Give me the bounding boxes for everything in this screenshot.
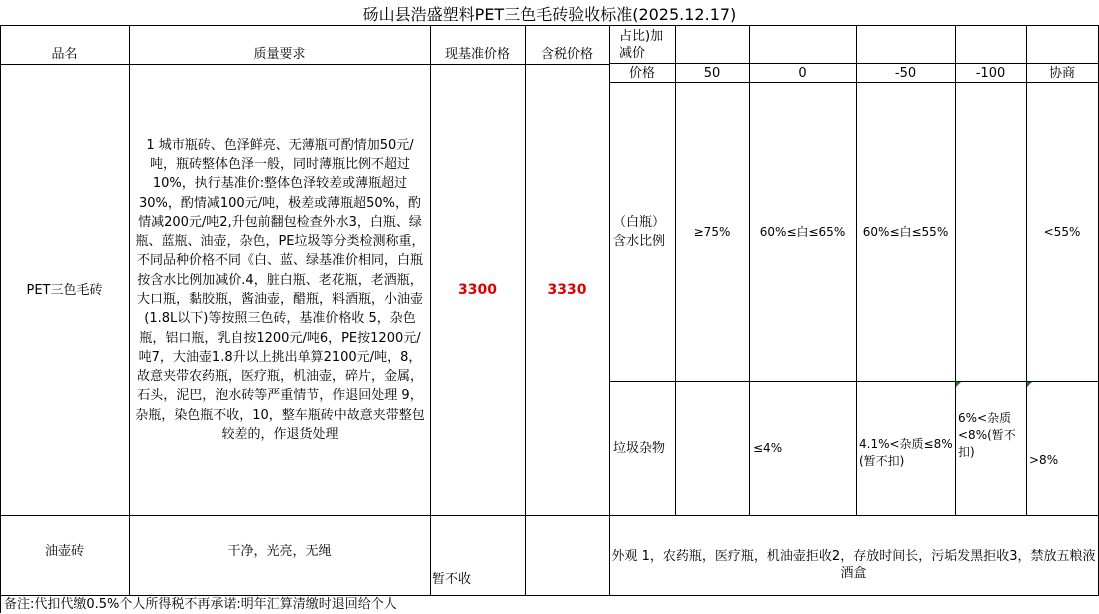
criteria-value: 6%<杂质<8%(暂不扣) [958, 410, 1016, 459]
criteria-value: 60%≤白≤55% [862, 224, 949, 239]
price-level: 50 [703, 65, 721, 81]
current-base-price: 暂不收 [432, 571, 472, 587]
criteria-value [675, 382, 749, 515]
header-price: 价格 [628, 65, 655, 81]
criteria-value: >8% [1029, 453, 1059, 467]
quality-requirements: 干净，光亮，无绳 [227, 543, 332, 559]
header-quality: 质量要求 [253, 46, 306, 62]
header-tax-price: 含税价格 [540, 46, 593, 62]
tax-included-price: 3330 [547, 281, 587, 298]
criteria-value [955, 83, 1026, 381]
grid-line [0, 25, 1099, 26]
sheet-title: 砀山县浩盛塑料PET三色毛砖验收标准(2025.12.17) [362, 4, 737, 24]
criteria-value: 4.1%<杂质≤8%(暂不扣) [859, 436, 953, 468]
product-name: PET三色毛砖 [26, 282, 103, 298]
price-level: -100 [975, 65, 1006, 81]
price-level: 协商 [1048, 65, 1075, 81]
product-name: 油壶砖 [44, 543, 84, 559]
criteria-label-water: （白瓶）含水比例 [613, 215, 666, 249]
price-level: -50 [894, 65, 917, 81]
criteria-value: ≥75% [693, 224, 731, 239]
footer-note: 备注:代扣代缴0.5%个人所得税不再承诺:明年汇算清缴时退回给个人 [4, 597, 397, 612]
criteria-value: <55% [1043, 224, 1081, 239]
appearance-requirements: 外观 1，农药瓶，医疗瓶，机油壶拒收2，存放时间长，污垢发黑拒收3，禁放五粮液酒盒 [611, 549, 1096, 581]
grid-line [129, 25, 130, 595]
current-base-price: 3300 [458, 281, 497, 298]
comment-marker [956, 382, 961, 387]
price-level: 0 [798, 65, 807, 81]
header-name: 品名 [51, 46, 78, 62]
quality-requirements: 1 城市瓶砖、色泽鲜亮、无薄瓶可酌情加50元/吨，瓶砖整体色泽一般，同时薄瓶比例不超过10%，执行基准价:整体色泽较差或薄瓶超过30%，酌情减100元/吨，极差或薄瓶超50%，酌情减200元/吨2,升包前翻包检查外水3，白瓶、绿瓶、蓝瓶、油壶，杂色，PE垃圾等分类检测称重，不同品种价格不同《白、蓝、绿基准价相同，白瓶按含水比例加减价.4，脏白瓶、老花瓶，老酒瓶，大口瓶，黏胶瓶，酱油壶，醋瓶，料酒瓶，小油壶(1.8L以下)等按照三色砖，基准价格收 5，杂色瓶，铝口瓶，乳自按1200元/吨6，PE按1200元/吨7，大油壶1.8升以上挑出单算2100元/吨，8，故意夹带农药瓶，医疗瓶，机油壶，碎片，金属，石头，泥巴，泡水砖等严重情节，作退回处理 9，杂瓶，染色瓶不收，10，整车瓶砖中故意夹带整包较差的，作退货处理 [135, 137, 425, 443]
criteria-value: ≤4% [753, 441, 783, 455]
header-adjust: 占比)加减价 [619, 28, 664, 61]
criteria-label-debris: 垃圾杂物 [613, 441, 666, 456]
criteria-value: 60%≤白≤65% [759, 224, 846, 239]
comment-marker [1027, 382, 1032, 387]
grid-line [609, 25, 610, 595]
header-current-price: 现基准价格 [444, 46, 510, 62]
